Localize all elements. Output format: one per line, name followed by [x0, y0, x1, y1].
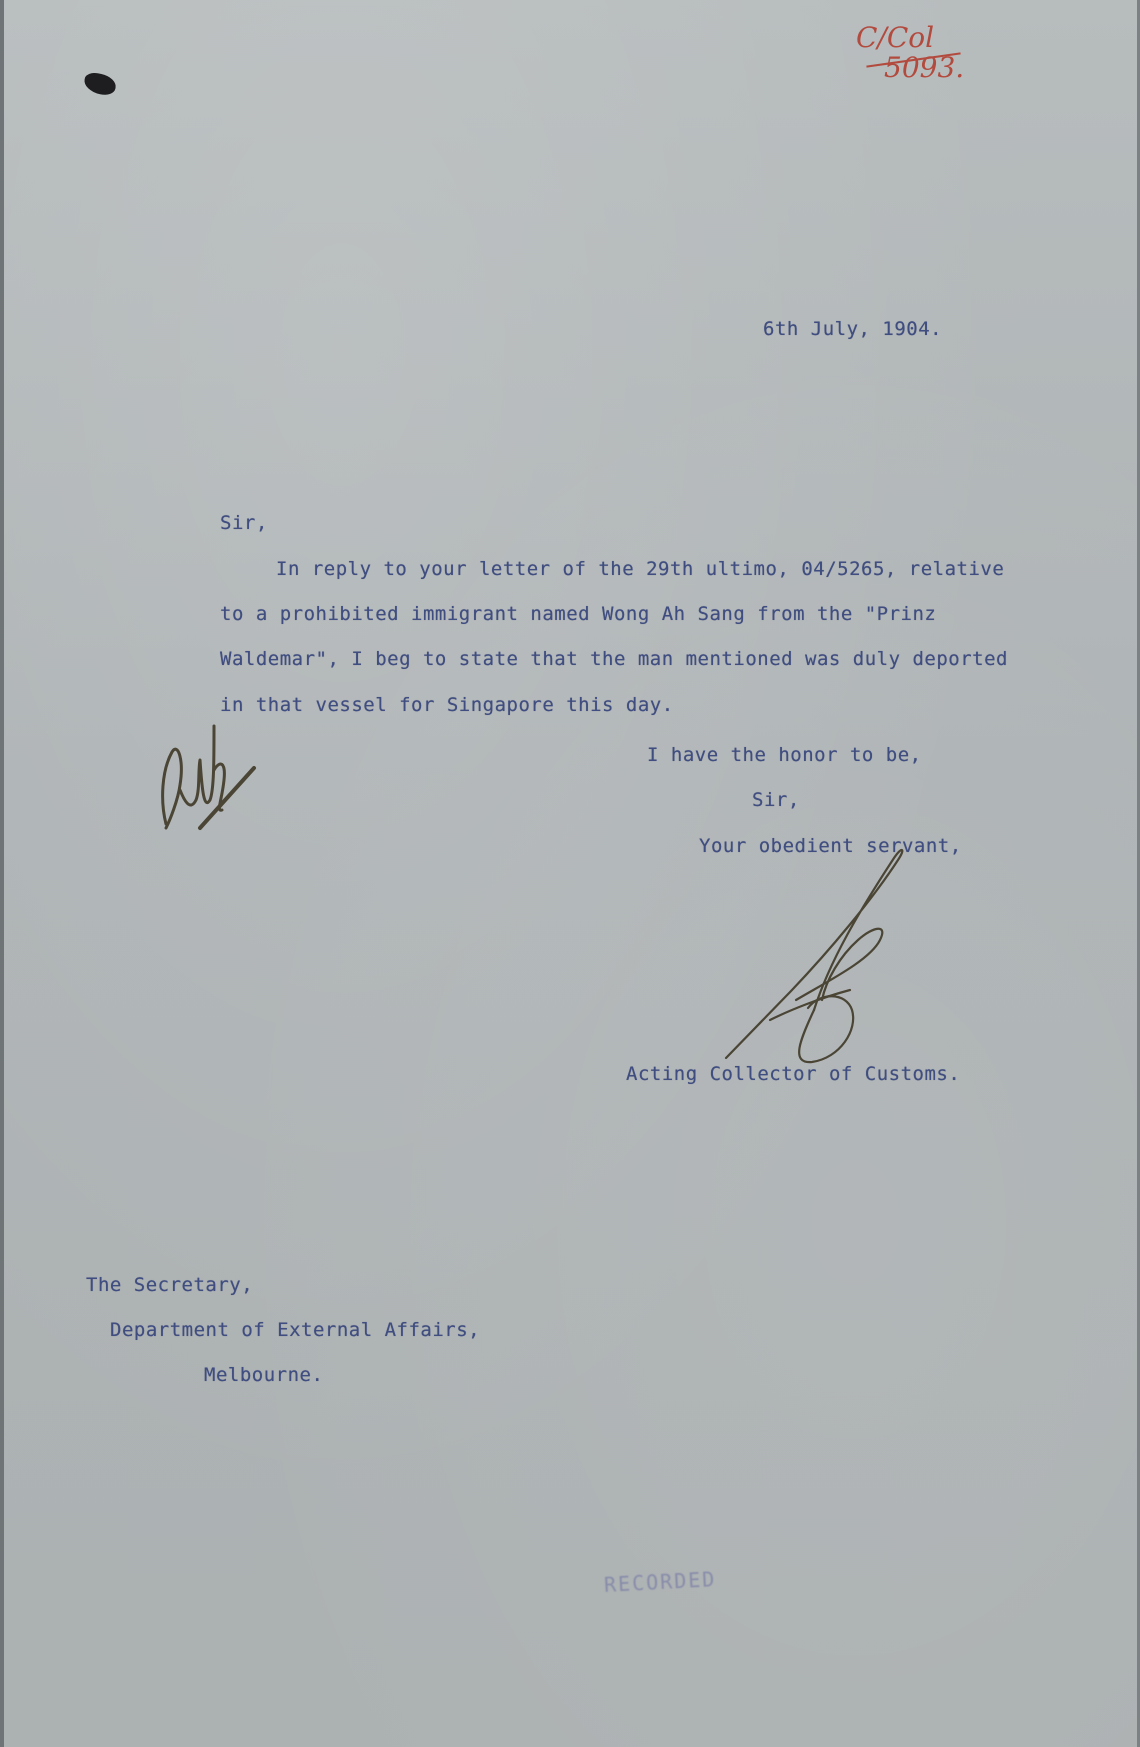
recorded-stamp: RECORDED [603, 1567, 717, 1597]
signature-mark [726, 850, 902, 1062]
body-line-3: Waldemar", I beg to state that the man mentioned was duly deported [220, 648, 1008, 670]
letter-date: 6th July, 1904. [763, 318, 943, 340]
filing-number-bottom: 5093. [884, 51, 965, 84]
addressee-line-2: Department of External Affairs, [110, 1319, 481, 1341]
closing-line-3: Your obedient servant, [699, 835, 962, 857]
signatory-title: Acting Collector of Customs. [626, 1063, 961, 1085]
body-line-2: to a prohibited immigrant named Wong Ah Sang from the "Prinz [220, 603, 937, 625]
body-line-4: in that vessel for Singapore this day. [220, 694, 674, 716]
margin-initials-mark [163, 726, 254, 828]
addressee-line-1: The Secretary, [86, 1274, 254, 1296]
closing-line-2: Sir, [752, 789, 800, 811]
body-line-1: In reply to your letter of the 29th ultimo, 04/5265, relative [276, 558, 1005, 580]
addressee-line-3: Melbourne. [204, 1364, 324, 1386]
salutation: Sir, [220, 512, 268, 534]
filing-number-top: C/Col [856, 21, 935, 54]
closing-line-1: I have the honor to be, [647, 744, 922, 766]
